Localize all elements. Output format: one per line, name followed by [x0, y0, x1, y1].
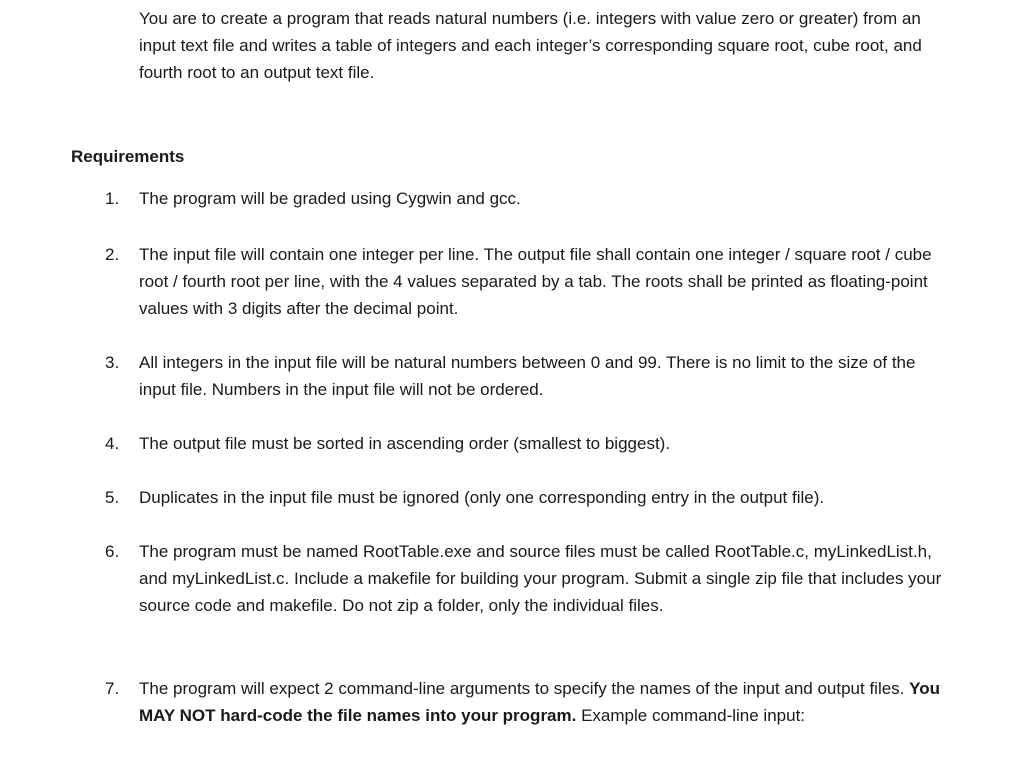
requirement-text: [139, 675, 951, 729]
requirement-number: 1.: [105, 189, 120, 208]
requirement-text: The program must be named RootTable.exe and source files must be called RootTable.c, myLinkedList.h, and myLinkedList.c. Include a makefile for building your program. Submit a single zip file that includes your source code and makefile. Do not zip a folder, only the individual files.: [139, 542, 942, 615]
requirement-text: All integers in the input file will be natural numbers between 0 and 99. There is no limit to the size of the input file. Numbers in the input file will not be ordered.: [139, 353, 916, 399]
requirement-text-part: The program will expect 2 command-line arguments to specify the names of the input and output files.: [139, 679, 910, 698]
requirement-text-bold: You MAY NOT hard-code the file names into your program.: [139, 679, 940, 725]
requirement-number: 6.: [105, 542, 120, 561]
requirement-number: 7.: [105, 679, 120, 698]
requirement-number: 5.: [105, 488, 120, 507]
requirement-number: 4.: [105, 434, 120, 453]
requirement-text: The program will be graded using Cygwin and gcc.: [139, 189, 521, 208]
requirement-text: The input file will contain one integer per line. The output file shall contain one integer / square root / cube root / fourth root per line, with the 4 values separated by a tab. The roots shall be printed as floating-point values with 3 digits after the decimal point.: [139, 245, 932, 318]
requirement-number: 3.: [105, 353, 120, 372]
requirement-text-part: Example command-line input:: [576, 706, 806, 725]
requirement-number: 2.: [105, 245, 120, 264]
requirement-text: Duplicates in the input file must be ignored (only one corresponding entry in the output file).: [139, 488, 825, 507]
requirement-text: The output file must be sorted in ascending order (smallest to biggest).: [139, 434, 671, 453]
intro-paragraph: You are to create a program that reads natural numbers (i.e. integers with value zero or greater) from an input text file and writes a table of integers and each integer’s corresponding square root, cube root, and fourth root to an output text file.: [139, 9, 922, 82]
requirements-heading: Requirements: [71, 147, 185, 166]
